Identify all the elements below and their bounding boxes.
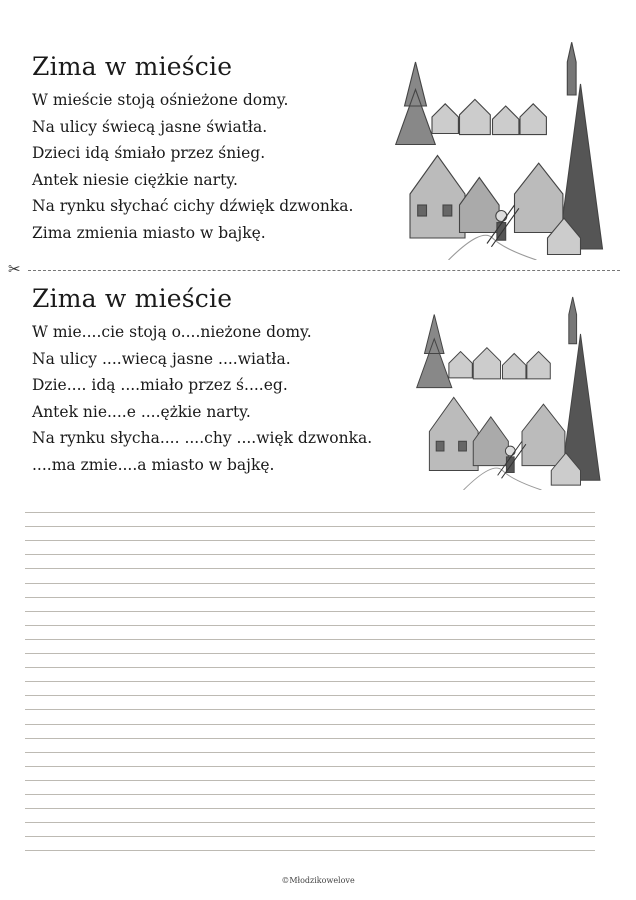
story-title: Zima w mieście bbox=[32, 284, 233, 313]
story-line: Antek niesie ciężkie narty. bbox=[32, 170, 238, 189]
story-line: W mieście stoją ośnieżone domy. bbox=[32, 91, 289, 109]
writing-line bbox=[25, 780, 595, 781]
writing-line bbox=[25, 625, 595, 626]
gap-line: Dzie.... idą ....miało przez ś....eg. bbox=[32, 376, 288, 394]
writing-line bbox=[25, 836, 595, 837]
writing-line bbox=[25, 752, 595, 753]
story-line: Zima zmienia miasto w bajkę. bbox=[32, 223, 266, 242]
story-line: Na rynku słychać cichy dźwięk dzwonka. bbox=[32, 197, 354, 215]
writing-line bbox=[25, 583, 595, 584]
writing-line bbox=[25, 681, 595, 682]
story-full bbox=[32, 52, 353, 246]
story-line: Dzieci idą śmiało przez śnieg. bbox=[32, 144, 266, 162]
writing-line bbox=[25, 738, 595, 739]
scissors-icon: ✂ bbox=[8, 260, 21, 278]
winter-village-illustration bbox=[400, 295, 605, 490]
story-line: Na ulicy świecą jasne światła. bbox=[32, 117, 268, 136]
writing-line bbox=[25, 724, 595, 725]
copyright-footer: ©Młodzikowelove bbox=[281, 876, 355, 885]
story-title: Zima w mieście bbox=[32, 52, 233, 81]
writing-line bbox=[25, 695, 595, 696]
cut-line bbox=[8, 262, 620, 278]
writing-line bbox=[25, 540, 595, 541]
writing-line bbox=[25, 526, 595, 527]
gap-line: ....ma zmie....a miasto w bajkę. bbox=[32, 455, 275, 474]
gap-line: W mie....cie stoją o....nieżone domy. bbox=[32, 323, 312, 341]
story-gaps bbox=[32, 284, 372, 478]
writing-line bbox=[25, 639, 595, 640]
gap-line: Na ulicy ....wiecą jasne ....wiatła. bbox=[32, 349, 291, 368]
writing-line bbox=[25, 597, 595, 598]
writing-line bbox=[25, 766, 595, 767]
writing-line bbox=[25, 808, 595, 809]
winter-village-illustration bbox=[380, 40, 605, 260]
writing-line bbox=[25, 611, 595, 612]
writing-line bbox=[25, 709, 595, 710]
writing-line bbox=[25, 653, 595, 654]
writing-line bbox=[25, 822, 595, 823]
writing-line bbox=[25, 512, 595, 513]
gap-line: Antek nie....e ....ężkie narty. bbox=[32, 402, 251, 421]
writing-line bbox=[25, 554, 595, 555]
writing-line bbox=[25, 794, 595, 795]
writing-line bbox=[25, 667, 595, 668]
writing-line bbox=[25, 568, 595, 569]
dashed-divider bbox=[28, 270, 620, 271]
gap-line: Na rynku słycha.... ....chy ....więk dzwonka. bbox=[32, 429, 373, 447]
writing-line bbox=[25, 850, 595, 851]
